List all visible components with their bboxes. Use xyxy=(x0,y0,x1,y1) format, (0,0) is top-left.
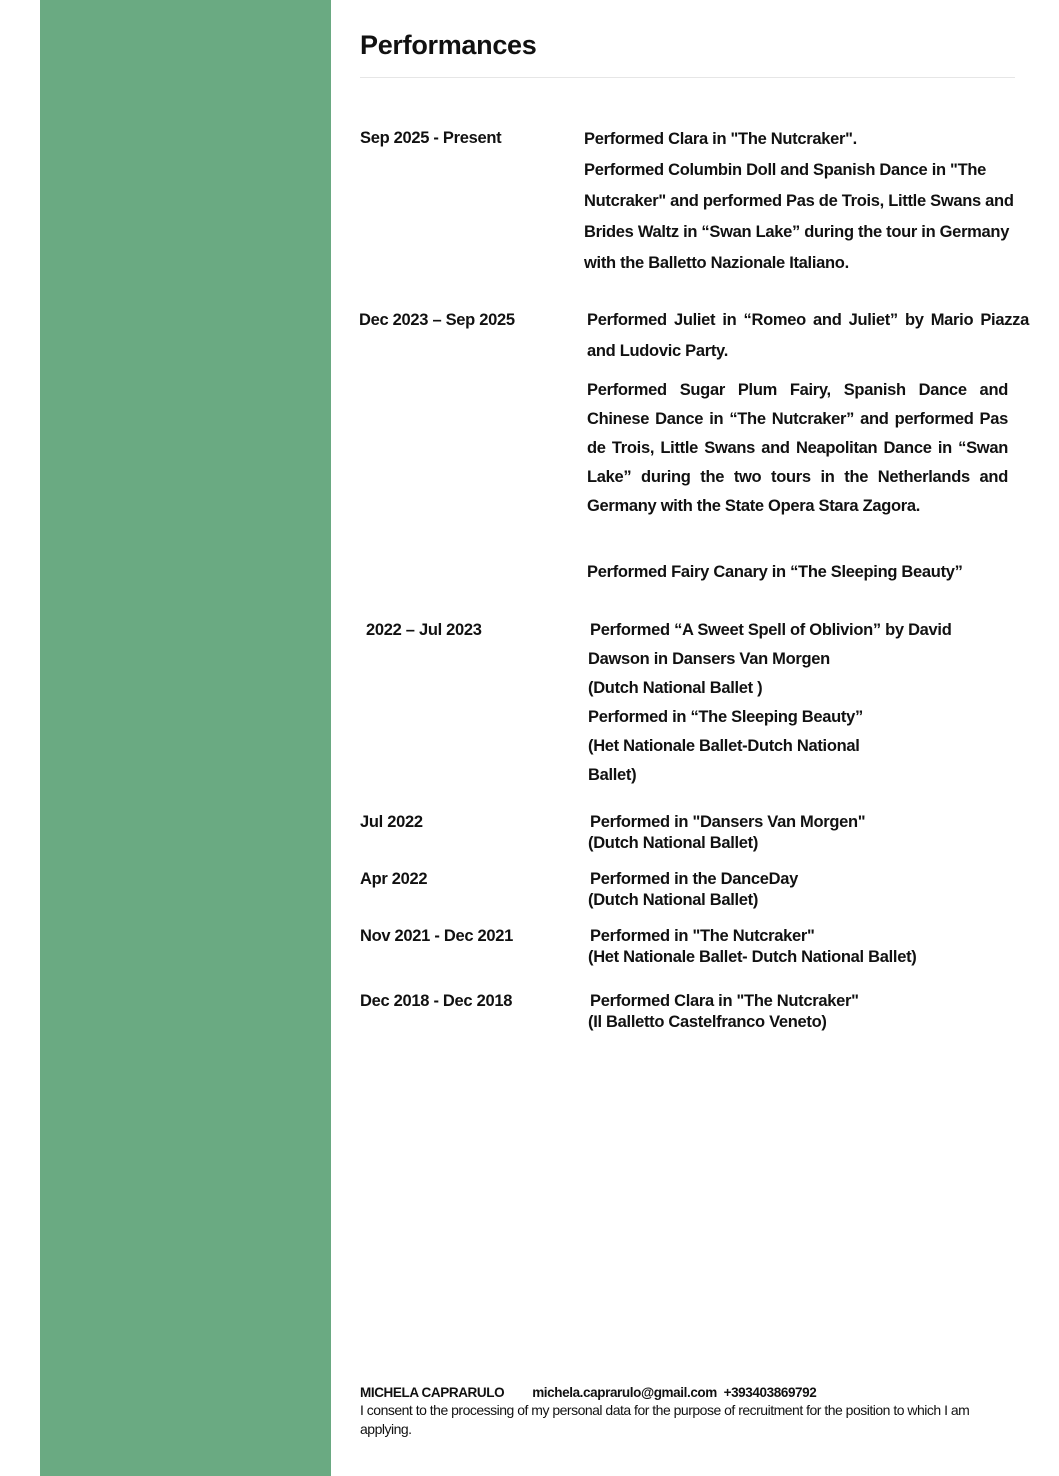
entry-line: Performed Sugar Plum Fairy, Spanish Dance and Chinese Dance in “The Nutcraker” and performed Pas de Trois, Little Swans and Neapolitan Dance in “Swan Lake” during the two tours in the Netherlands and Germany with the State Opera Stara Zagora. xyxy=(587,381,1008,515)
footer-contact xyxy=(360,1385,1020,1400)
entry-description xyxy=(588,926,1028,967)
footer-email[interactable]: michela.caprarulo@gmail.com xyxy=(532,1385,717,1400)
entry-description xyxy=(588,616,1028,790)
page-title: Performances xyxy=(360,30,537,60)
entry-line: Performed Juliet in “Romeo and Juliet” by Mario Piazza and Ludovic Party. xyxy=(587,311,1029,360)
entry-description xyxy=(587,558,1027,587)
footer xyxy=(360,1385,1020,1439)
entry-line: Performed in “The Sleeping Beauty” xyxy=(588,708,863,726)
entry-description xyxy=(588,812,1028,853)
entry-line: Performed “A Sweet Spell of Oblivion” by David xyxy=(590,621,952,639)
entry-date: Apr 2022 xyxy=(360,870,428,888)
entry-line: Ballet) xyxy=(588,766,637,784)
entry-line: (Dutch National Ballet) xyxy=(588,890,759,909)
title-divider xyxy=(360,77,1015,78)
entry-description xyxy=(587,376,1008,521)
entry-date: Dec 2023 – Sep 2025 xyxy=(359,311,515,329)
entry-line: Performed Clara in "The Nutcraker". xyxy=(584,130,857,148)
entry-line: Performed in the DanceDay xyxy=(590,870,798,888)
entry-date: Nov 2021 - Dec 2021 xyxy=(360,927,513,945)
entry-line: Performed in "The Nutcraker" xyxy=(590,927,815,945)
entry-line: Dawson in Dansers Van Morgen xyxy=(588,650,830,668)
sidebar-accent xyxy=(40,0,331,1476)
footer-consent: I consent to the processing of my personal data for the purpose of recruitment for the position to which I am applying. xyxy=(360,1402,970,1437)
entry-description xyxy=(588,869,1028,910)
entry-description xyxy=(587,305,1029,367)
entry-line: Performed Clara in "The Nutcraker" xyxy=(590,992,859,1010)
entry-description xyxy=(588,991,1028,1032)
entry-date: Dec 2018 - Dec 2018 xyxy=(360,992,513,1010)
entry-line: (Het Nationale Ballet- Dutch National Ballet) xyxy=(588,947,917,966)
entry-line: (Il Balletto Castelfranco Veneto) xyxy=(588,1012,827,1031)
entry-description xyxy=(584,124,1034,279)
footer-name: MICHELA CAPRARULO xyxy=(360,1385,505,1400)
entry-line: Performed Fairy Canary in “The Sleeping Beauty” xyxy=(587,563,963,581)
entry-date: 2022 – Jul 2023 xyxy=(366,621,482,639)
entry-line: (Dutch National Ballet) xyxy=(588,833,759,852)
entry-line: Performed Columbin Doll and Spanish Dance in "The Nutcraker" and performed Pas de Trois, Little Swans and Brides Waltz in “Swan Lake” during the tour in Germany with the Balletto Nazionale Italiano. xyxy=(584,161,1014,272)
entry-date: Jul 2022 xyxy=(360,813,423,831)
entry-line: (Het Nationale Ballet-Dutch National xyxy=(588,737,860,755)
entry-line: (Dutch National Ballet ) xyxy=(588,679,763,697)
entry-date: Sep 2025 - Present xyxy=(360,129,502,147)
footer-phone[interactable]: +393403869792 xyxy=(723,1385,817,1400)
entry-line: Performed in "Dansers Van Morgen" xyxy=(590,813,866,831)
